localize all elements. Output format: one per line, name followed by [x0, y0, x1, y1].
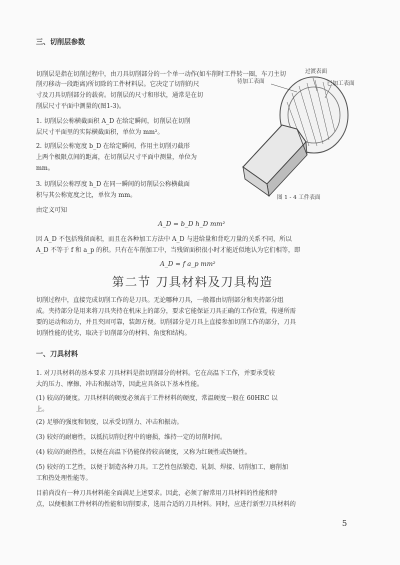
formula-approx: A_D ≈ f a_p mm² [160, 260, 216, 268]
item-2-line: mm。 [36, 165, 54, 172]
subsection-heading-1: 一、刀具材料 [36, 349, 78, 358]
para-after-line: 因 A_D 不包括残留面积，而且在各种加工方法中 A_D 与进给量和背吃刀量的关系不同，所以 [36, 236, 292, 243]
section-heading-2: 第二节 刀具材料及刀具构造 [112, 275, 273, 289]
para-line: 切削层是指在切削过程中，由刀具切削部分的一个单一动作(如车削时工件转一圈，车刀主切 [36, 71, 286, 78]
item-1-line: 1. 切削层公称横截面积 A_D 在给定瞬间，切削层在切削 [36, 118, 191, 125]
req-line: (2) 足够的强度和韧度，以承受切削力、冲击和振动。 [36, 419, 183, 426]
para-line: 成。夹持部分是用来将刀具夹持在机床上的部分，要求它能保证刀具正确的工作位置，传递所需 [36, 308, 296, 315]
item-2-line: 上两个极限点间的距离，在切削层尺寸平面中测量，单位为 [36, 154, 197, 161]
label-transition-surface: 过渡表面 [305, 69, 328, 75]
item-3-line: 积与其公称宽度之比，单位为 mm。 [36, 192, 137, 199]
item-2-line: 2. 切削层公称宽度 b_D 在给定瞬间，作用主切削刃截形 [36, 143, 190, 150]
section-heading-3: 三、切削层参数 [36, 37, 85, 46]
formula-area: A_D = b_D h_D mm² [158, 220, 226, 228]
para-line: 点，以便根据工件材料的性能和切削要求，选用合适的刀具材料。同时，应进行新型刀具材料的 [36, 501, 296, 508]
para-line: 削刃移动一段距离)所切除的工件材料层。它决定了切削的尺 [36, 81, 200, 88]
para-line: 大的压力、摩擦、冲击和振动等，因此应具备以下基本性能。 [36, 381, 204, 388]
para-line: 1. 对刀具材料的基本要求 刀具材料是指切削部分的材料。它在高温下工作，并要承受较 [36, 370, 275, 377]
req-line: (1) 较高的硬度。刀具材料的硬度必须高于工件材料的硬度，常温硬度一般在 60HRC 以 [36, 395, 278, 402]
label-unmachined-surface: 待加工表面 [237, 79, 265, 85]
para-line: 目前尚没有一种刀具材料能全面满足上述要求。因此，必须了解常用刀具材料的性能和特 [36, 490, 278, 497]
para-line: 切削性能的优劣，取决于切削部分的材料、角度和结构。 [36, 330, 191, 337]
page-number: 5 [342, 519, 348, 528]
req-line: 工和热处理性能等。 [36, 475, 92, 482]
item-1-line: 层尺寸平面里的实际横截面积，单位为 mm²。 [36, 129, 164, 136]
figure-caption: 图 1 - 4 工件表面 [277, 195, 321, 201]
label-machined-surface: 已加工表面 [327, 81, 355, 87]
formula-intro: 由定义可知 [36, 207, 67, 214]
workpiece-surface-figure [237, 62, 367, 202]
para-line: 削层尺寸平面中测量的(图1-3)。 [36, 103, 126, 110]
req-line: (4) 较高的耐热性，以便在高温下仍能保持较高硬度，又称为红硬性或热硬性。 [36, 449, 251, 456]
para-after-line: A_D 不等于 f 和 a_p 的积。只有在车削加工中，当残留面积很小时才能近似地认为它们相等，即 [36, 247, 301, 254]
para-line: 切削过程中，直接完成切削工作的是刀具。无论哪种刀具，一般都由切削部分和夹持部分组 [36, 297, 284, 304]
req-line: (5) 较好的工艺性，以便于制造各种刀具。工艺性包括锻造、轧制、焊接、切削加工、磨削加 [36, 464, 289, 471]
req-line: 上。 [36, 406, 49, 413]
para-line: 寸及刀具切削部分的载荷。切削层的尺寸和形状，通常是在切 [36, 92, 204, 99]
req-line: (3) 较好的耐磨性，以抵抗切削过程中的磨损，维持一定的切削时间。 [36, 434, 227, 441]
para-line: 要的运动和动力，并且夹固可靠，装卸方便。切削部分是刀具上直接参加切削工作的部分，刀具 [36, 319, 296, 326]
item-3-line: 3. 切削层公称厚度 h_D 在同一瞬间的切削层公称横截面 [36, 181, 190, 188]
